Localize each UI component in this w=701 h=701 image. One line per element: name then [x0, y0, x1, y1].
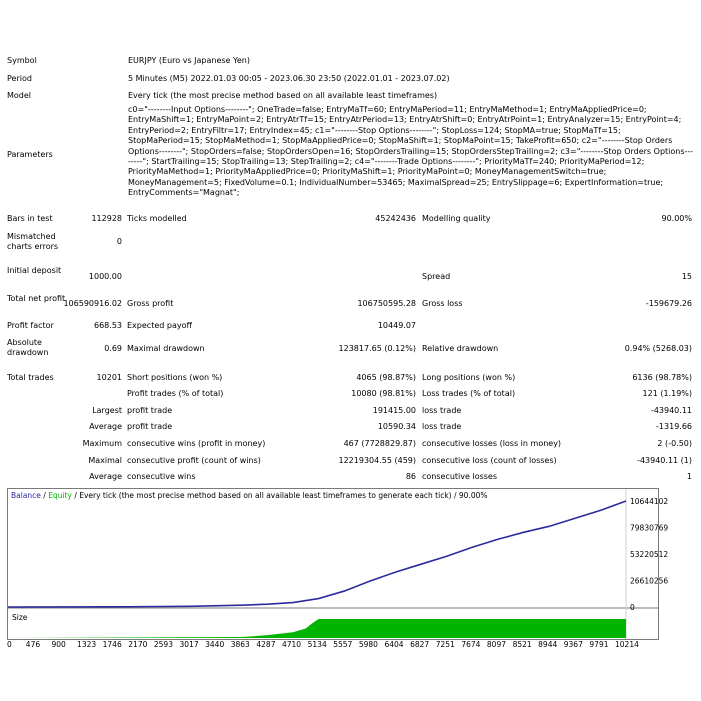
deposit-label: Initial deposit: [7, 266, 62, 275]
losstrades-value: 121 (1.19%): [642, 389, 692, 398]
payoff-label: Expected payoff: [127, 321, 192, 330]
ticks-value: 45242436: [375, 214, 416, 223]
period-value: 5 Minutes (M5) 2022.01.03 00:05 - 2023.06.30 23:50 (2022.01.01 - 2023.07.02): [128, 74, 450, 83]
maxdd-label: Maximal drawdown: [127, 344, 205, 353]
x-tick-label: 3440: [205, 640, 225, 649]
symbol-value: EURJPY (Euro vs Japanese Yen): [128, 56, 250, 65]
avg-consec-wins-value: 86: [405, 472, 416, 481]
period-label: Period: [7, 74, 32, 83]
grossprofit-label: Gross profit: [127, 299, 174, 308]
mismatch-value: 0: [116, 237, 122, 246]
x-tick-label: 1323: [77, 640, 97, 649]
legend-balance: Balance: [11, 491, 41, 500]
max-consec-losses-value: 2 (-0.50): [657, 439, 692, 448]
avg-consec-wins-label: consecutive wins: [127, 472, 196, 481]
grossprofit-value: 106750595.28: [357, 299, 416, 308]
y-tick-label: 53220512: [630, 550, 669, 559]
grossloss-value: -159679.26: [645, 299, 692, 308]
average-label: Average: [89, 422, 122, 431]
ticks-label: Ticks modelled: [127, 214, 187, 223]
legend-separator: /: [40, 491, 49, 500]
size-area: [8, 619, 626, 638]
avg-consec-losses-value: 1: [686, 472, 692, 481]
x-tick-label: 2170: [128, 640, 148, 649]
x-tick-label: 900: [51, 640, 66, 649]
x-tick-label: 9367: [563, 640, 583, 649]
y-tick-label: 26610256: [630, 576, 669, 586]
largest-profit-value: 191415.00: [372, 406, 416, 415]
absdd-value: 0.69: [104, 344, 122, 353]
x-tick-label: 2593: [153, 640, 173, 649]
model-value: Every tick (the most precise method based on all available least timeframes): [128, 91, 438, 100]
spread-label: Spread: [422, 272, 451, 281]
pf-value: 668.53: [94, 321, 122, 330]
legend-equity: Equity: [48, 491, 72, 500]
average-profit-value: 10590.34: [377, 422, 416, 431]
largest-profit-label: profit trade: [127, 406, 173, 415]
x-axis-ticks: [7, 638, 663, 650]
legend-description: / Every tick (the most precise method based on all available least timeframes to generate each tick) / 90.00%: [71, 491, 488, 500]
average-loss-value: -1319.66: [656, 422, 692, 431]
maximal-consec-loss-value: -43940.11 (1): [637, 456, 692, 465]
maximal-consec-profit-label: consecutive profit (count of wins): [127, 456, 261, 465]
y-tick-label: 10644102: [630, 497, 669, 506]
parameters-value: c0="--------Input Options--------"; OneTrade=false; EntryMaTf=60; EntryMaPeriod=11; EntryMaMethod=1; EntryMaAppliedPrice=0; EntryMaShift=1; EntryMaPoint=2; EntryAtrTf=15; EntryAtrPeriod=13; EntryAtrShift=0; EntryAtrPoint=1; EntryAnalyzer=15; EntryPoint=4; EntryPeriod=2; EntryFiltr=17; EntryIndex=45; c1="--------Stop Options--------"; StopLoss=124; StopMA=true; StopMaTf=15; StopMaPeriod=15; StopMaMethod=1; StopMaAppliedPrice=0; StopMaShift=1; StopMaPoint=15; TakeProfit=650; c2="--------Stop Orders Options--------"; StopOrders=false; StopOrdersOpen=16; StopOrdersTrailing=15; StopOrdersStepTrailing=2; c3="--------Stop Orders Options--------"; StartTrailing=15; StopTrailing=13; StepTrailing=2; c4="--------Trade Options--------"; PriorityMaTf=240; PriorityMaPeriod=12; PriorityMaMethod=1; PriorityMaAppliedPrice=0; PriorityMaShift=1; PriorityMaPoint=0; MoneyManagementSwitch=true; MoneyManagement=5; FixedVolume=0.1; IndividualNumber=53465; MaximalSpread=25; EntrySlippage=6; ExpertInformation=true; EntryComments="Magnat";: [128, 105, 694, 198]
losstrades-label: Loss trades (% of total): [422, 389, 516, 398]
quality-label: Modelling quality: [422, 214, 491, 223]
balance-chart: [7, 488, 669, 640]
x-tick-label: 4287: [256, 640, 276, 649]
average-profit-label: profit trade: [127, 422, 173, 431]
chart-plot: [8, 489, 669, 639]
x-tick-label: 5557: [333, 640, 353, 649]
quality-value: 90.00%: [661, 214, 692, 223]
mismatch-label: Mismatched charts errors: [7, 232, 59, 251]
average2-label: Average: [89, 472, 122, 481]
x-tick-label: 7674: [461, 640, 481, 649]
y-tick-label: 79830769: [630, 523, 669, 533]
absdd-label: Absolute drawdown: [7, 338, 49, 357]
x-tick-label: 8944: [538, 640, 558, 649]
maxdd-value: 123817.65 (0.12%): [338, 344, 416, 353]
trades-label: Total trades: [7, 373, 54, 382]
largest-label: Largest: [92, 406, 122, 415]
x-tick-label: 8521: [512, 640, 532, 649]
bars-value: 112928: [91, 214, 122, 223]
size-label: Size: [12, 613, 28, 622]
x-tick-label: 6404: [384, 640, 404, 649]
short-value: 4065 (98.87%): [356, 373, 416, 382]
long-label: Long positions (won %): [422, 373, 516, 382]
grossloss-label: Gross loss: [422, 299, 463, 308]
y-tick-label: 0: [630, 603, 635, 612]
bars-label: Bars in test: [7, 214, 53, 223]
maximum-label: Maximum: [82, 439, 122, 448]
parameters-label: Parameters: [7, 150, 53, 159]
reldd-value: 0.94% (5268.03): [624, 344, 692, 353]
x-tick-label: 7251: [435, 640, 455, 649]
maximal-label: Maximal: [88, 456, 122, 465]
x-tick-label: 1746: [102, 640, 122, 649]
x-tick-label: 6827: [410, 640, 430, 649]
largest-loss-value: -43940.11: [650, 406, 692, 415]
max-consec-losses-label: consecutive losses (loss in money): [422, 439, 562, 448]
payoff-value: 10449.07: [377, 321, 416, 330]
long-value: 6136 (98.78%): [632, 373, 692, 382]
largest-loss-label: loss trade: [422, 406, 462, 415]
profittrades-label: Profit trades (% of total): [127, 389, 224, 398]
short-label: Short positions (won %): [127, 373, 223, 382]
maximal-consec-profit-value: 12219304.55 (459): [338, 456, 416, 465]
spread-value: 15: [681, 272, 692, 281]
x-tick-label: 8097: [486, 640, 506, 649]
deposit-value: 1000.00: [88, 272, 122, 281]
x-tick-label: 5980: [358, 640, 378, 649]
max-consec-wins-label: consecutive wins (profit in money): [127, 439, 266, 448]
max-consec-wins-value: 467 (7728829.87): [343, 439, 416, 448]
netprofit-label: Total net profit: [7, 294, 66, 303]
x-tick-label: 10214: [615, 640, 639, 649]
x-tick-label: 5134: [307, 640, 327, 649]
average-loss-label: loss trade: [422, 422, 462, 431]
balance-line: [8, 501, 626, 607]
netprofit-value: 106590916.02: [63, 299, 122, 308]
model-label: Model: [7, 91, 32, 100]
x-tick-label: 9791: [589, 640, 609, 649]
trades-value: 10201: [96, 373, 122, 382]
x-tick-label: 0: [7, 640, 12, 649]
profittrades-value: 10080 (98.81%): [351, 389, 416, 398]
maximal-consec-loss-label: consecutive loss (count of losses): [422, 456, 557, 465]
reldd-label: Relative drawdown: [422, 344, 499, 353]
symbol-label: Symbol: [7, 56, 37, 65]
x-tick-label: 3017: [179, 640, 199, 649]
x-tick-label: 4710: [281, 640, 302, 649]
x-tick-label: 476: [25, 640, 41, 649]
avg-consec-losses-label: consecutive losses: [422, 472, 498, 481]
x-tick-label: 3863: [230, 640, 250, 649]
pf-label: Profit factor: [7, 321, 54, 330]
